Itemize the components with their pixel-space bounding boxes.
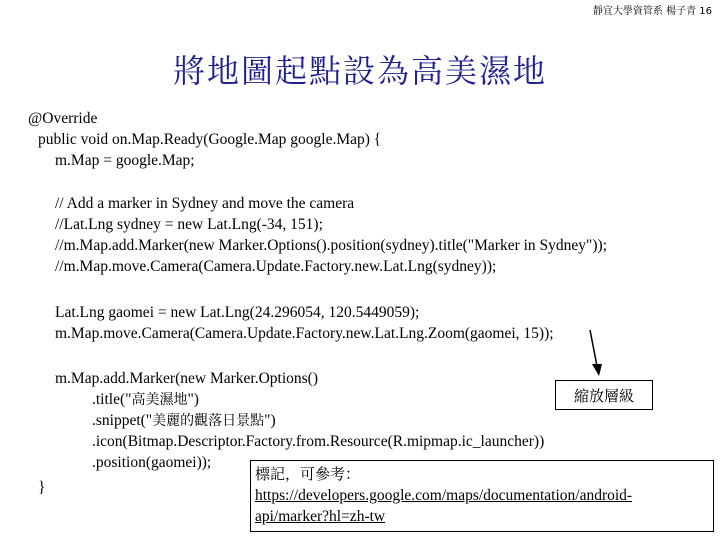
code-line-movecamera: m.Map.move.Camera(Camera.Update.Factory.new.Lat.Lng.Zoom(gaomei, 15)); — [55, 325, 554, 342]
code-line-snippet: .snippet("美麗的觀落日景點") — [92, 412, 276, 429]
code-line-comment-3: //m.Map.add.Marker(new Marker.Options().position(sydney).title("Marker in Sydney")); — [55, 237, 608, 254]
code-line-assign: m.Map = google.Map; — [55, 152, 195, 169]
code-line-override: @Override — [28, 110, 98, 127]
code-line-comment-1: // Add a marker in Sydney and move the camera — [55, 195, 355, 212]
code-line-close-brace: } — [38, 479, 46, 496]
reference-link-line-1[interactable]: https://developers.google.com/maps/documentation/android- — [255, 487, 633, 504]
code-line-position: .position(gaomei)); — [92, 454, 212, 471]
reference-box — [250, 460, 714, 532]
code-line-latlng: Lat.Lng gaomei = new Lat.Lng(24.296054, 120.5449059); — [55, 304, 420, 321]
reference-link-line-2[interactable]: api/marker?hl=zh-tw — [255, 508, 386, 525]
reference-label: 標記，可參考： — [255, 465, 361, 483]
zoom-level-note: 縮放層級 — [555, 380, 653, 410]
code-line-comment-2: //Lat.Lng sydney = new Lat.Lng(-34, 151); — [55, 216, 323, 233]
code-line-addmarker: m.Map.add.Marker(new Marker.Options() — [55, 370, 318, 387]
slide-header: 靜宜大學資管系 楊子青 16 — [592, 6, 712, 17]
code-line-comment-4: //m.Map.move.Camera(Camera.Update.Factory.new.Lat.Lng(sydney)); — [55, 258, 497, 275]
code-line-icon: .icon(Bitmap.Descriptor.Factory.from.Resource(R.mipmap.ic_launcher)) — [92, 433, 545, 450]
slide-title: 將地圖起點設為高美濕地 — [172, 52, 547, 90]
code-line-method: public void on.Map.Ready(Google.Map google.Map) { — [38, 131, 382, 148]
code-line-title: .title("高美濕地") — [92, 391, 199, 408]
